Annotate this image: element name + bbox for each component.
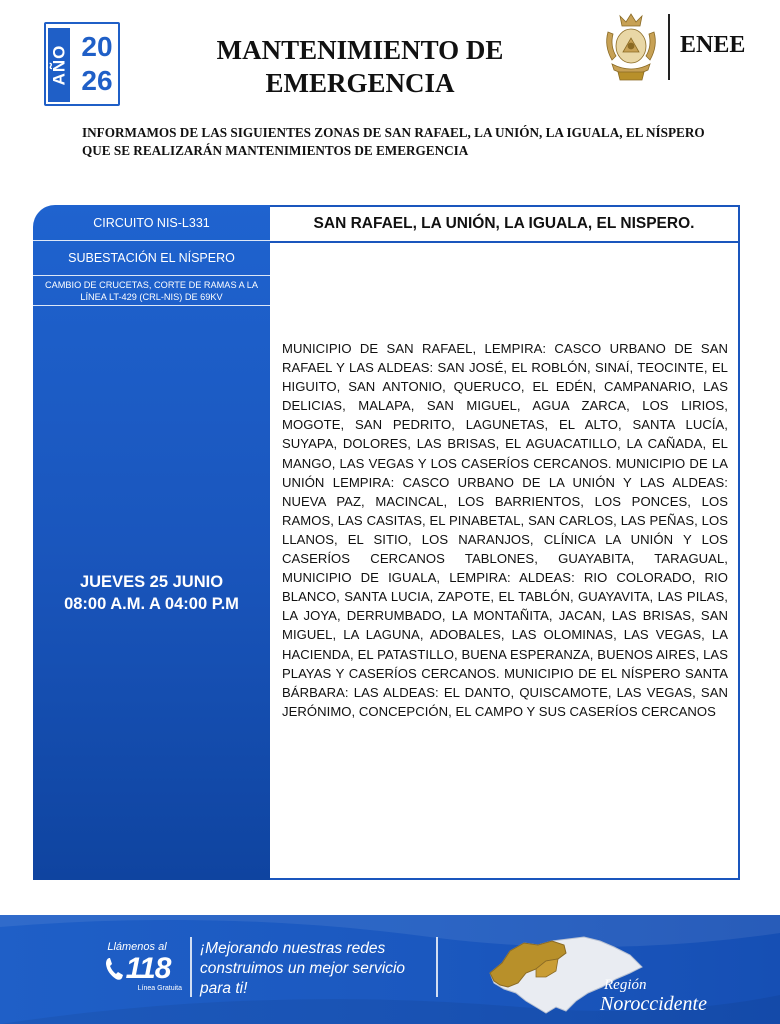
hotline-caption: Línea Gratuita (137, 985, 182, 992)
footer-divider-right (436, 937, 438, 997)
footer-banner (0, 915, 780, 1024)
year-label-box (48, 28, 70, 102)
info-column (33, 205, 270, 880)
region-label-name: Noroccidente (599, 993, 707, 1015)
hotline-block (92, 941, 182, 992)
title-line-2: EMERGENCIA (265, 68, 455, 98)
substation-cell: SUBESTACIÓN EL NÍSPERO (33, 241, 270, 276)
enee-logo-text: ENEE (680, 32, 746, 58)
schedule-time: 08:00 A.M. A 04:00 P.M (64, 595, 239, 613)
zones-list: MUNICIPIO DE SAN RAFAEL, LEMPIRA: CASCO URBANO DE SAN RAFAEL Y LAS ALDEAS: SAN JOSÉ, EL ROBLÓN, SINAÍ, TEOCINTE, EL HIGUITO, SAN ANTONIO, QUERUCO, EL EDÉN, CAMPANARIO, LAS DELICIAS, MALAPA, SAN MIGUEL, AGUA ZARCA, LOS LIRIOS, MOGOTE, SAN PEDRITO, LAGUNETAS, EL ALTO, SANTA LUCÍA, SUYAPA, DOLORES, LAS BRISAS, EL AGUACATILLO, LA CAÑADA, EL MANGO, LAS VEGAS Y LOS CASERÍOS CERCANOS. MUNICIPIO DE LA UNIÓN LEMPIRA: CASCO URBANO DE LA UNIÓN Y LAS ALDEAS: NUEVA PAZ, MACINCAL, LOS BARRIENTOS, LOS PONCES, LOS RAMOS, LAS CASITAS, EL PINABETAL, SAN CARLOS, LAS PEÑAS, LOS LLANOS, EL SITIO, LOS NARANJOS, CLÍNICA LA UNIÓN Y LOS CASERÍOS CERCANOS TABLONES, GUAYABITA, TARAGUAL, MUNICIPIO DE IGUALA, LEMPIRA: ALDEAS: RIO COLORADO, RIO BLANCO, SANTA LUCIA, ZAPOTE, EL TABLÓN, GUAYAVITA, LAS PILAS, LA JOYA, DERRUMBADO, LA MONTAÑITA, JACAN, LAS BRISAS, SAN MIGUEL, LA LAGUNA, ADOBALES, LAS OLOMINAS, LAS VEGAS, LA HACIENDA, EL PATASTILLO, BUENA ESPERANZA, BUENOS AIRES, LAS PLAYAS Y CASERÍOS CERCANOS. MUNICIPIO DE EL NÍSPERO SANTA BÁRBARA: LAS ALDEAS: EL DANTO, QUISCAMOTE, LAS VEGAS, SAN JERÓNIMO, CONCEPCIÓN, EL CAMPO Y SUS CASERÍOS CERCANOS (282, 341, 728, 719)
page-title (170, 34, 550, 100)
zones-column (270, 205, 740, 880)
phone-icon (104, 956, 126, 982)
year-top-digits: 20 (81, 31, 113, 62)
intro-text: INFORMAMOS DE LAS SIGUIENTES ZONAS DE SAN RAFAEL, LA UNIÓN, LA IGUALA, EL NÍSPERO QUE SE REALIZARÁN MANTENIMIENTOS DE EMERGENCIA (82, 125, 705, 158)
footer-divider-left (190, 937, 192, 997)
footer-slogan: ¡Mejorando nuestras redes construimos un mejor servicio para ti! (200, 940, 406, 997)
title-line-1: MANTENIMIENTO DE (216, 35, 504, 65)
circuit-cell: CIRCUITO NIS-L331 (33, 205, 270, 241)
year-label: AÑO (49, 44, 68, 86)
maintenance-table (33, 205, 740, 881)
honduras-coat-of-arms-icon (600, 12, 662, 82)
region-label (572, 977, 707, 1015)
hotline-number: 118 (125, 952, 171, 985)
year-bottom-digits: 26 (81, 65, 113, 96)
hotline-number-row (92, 954, 182, 984)
work-description-cell: CAMBIO DE CRUCETAS, CORTE DE RAMAS A LA LÍNEA LT-429 (CRL-NIS) DE 69KV (33, 276, 270, 306)
header-divider (668, 14, 670, 80)
region-label-top: Región (604, 977, 647, 993)
schedule-cell (33, 306, 270, 880)
zones-header: SAN RAFAEL, LA UNIÓN, LA IGUALA, EL NISPERO. (270, 207, 738, 243)
hotline-label: Llámenos al (107, 941, 167, 953)
year-badge (44, 22, 120, 106)
schedule-date: JUEVES 25 JUNIO (79, 573, 224, 591)
